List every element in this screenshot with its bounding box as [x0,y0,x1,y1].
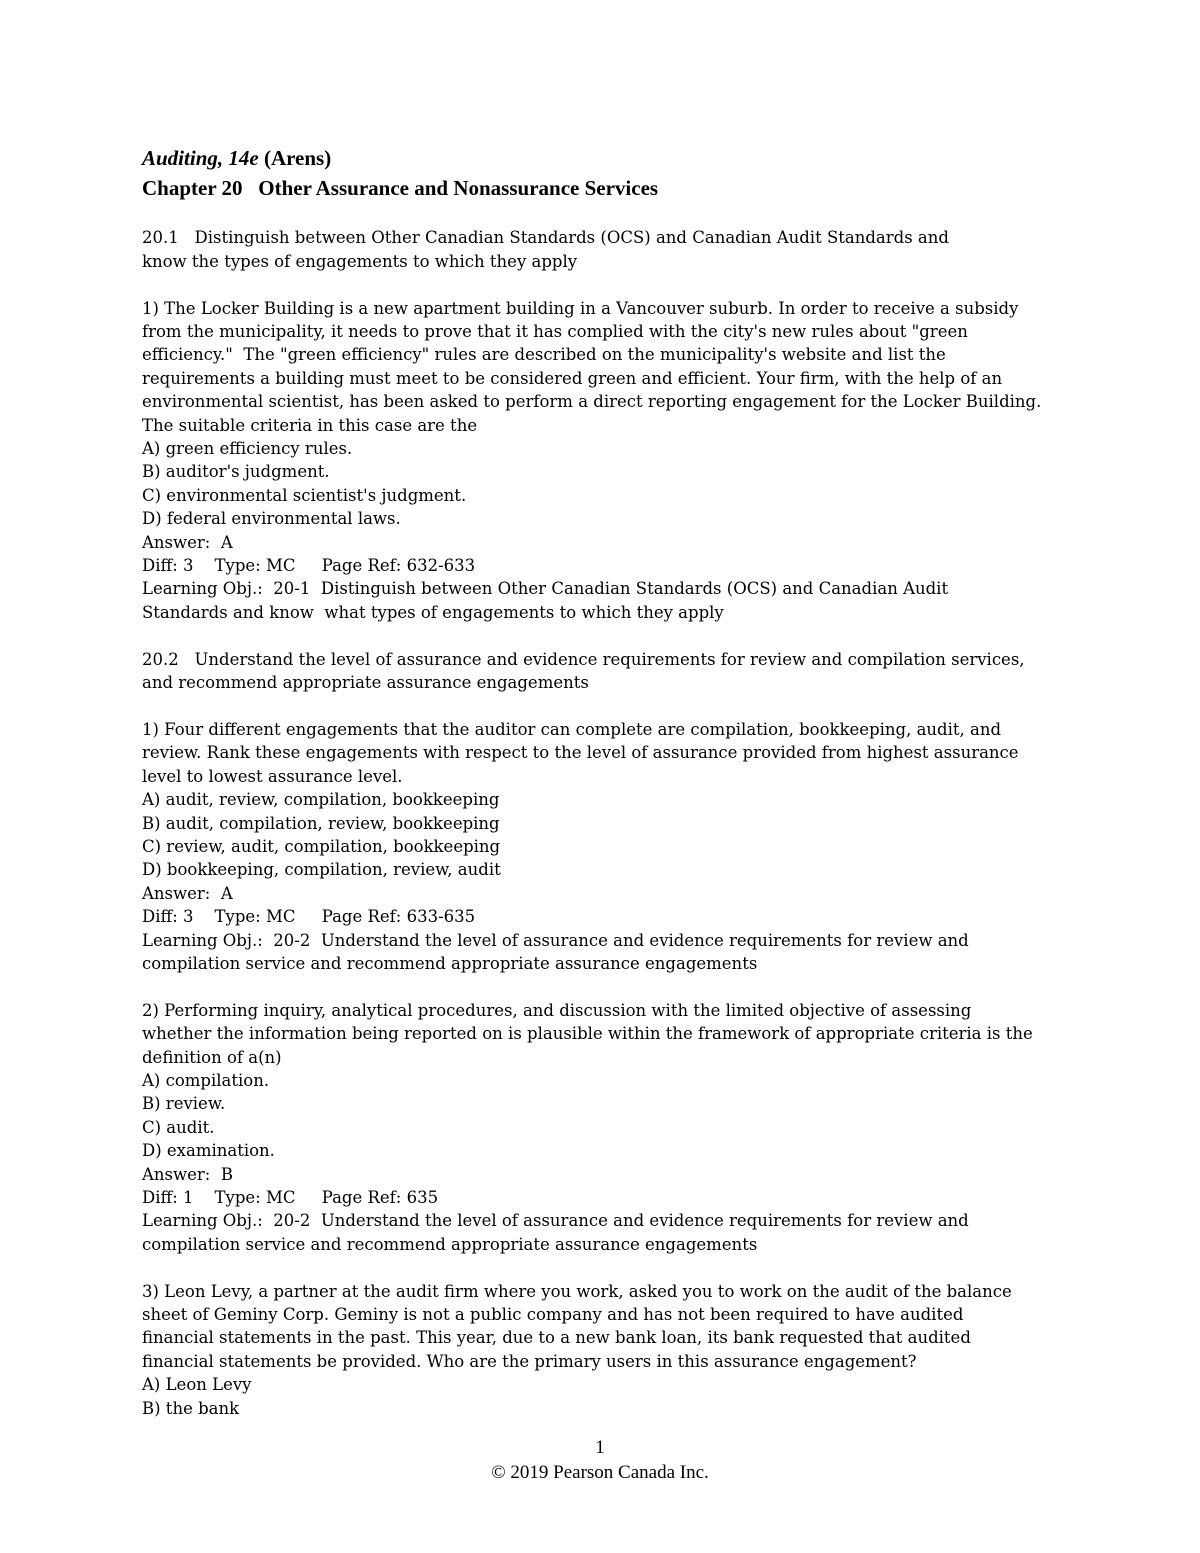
question-stem-line: 3) Leon Levy, a partner at the audit firm where you work, asked you to work on the audit of the balance [142,1281,1012,1301]
chapter-title: Chapter 20 Other Assurance and Nonassurance Services [142,176,659,200]
spacer [142,203,1072,226]
learning-objective-line: Learning Obj.: 20-2 Understand the level of assurance and evidence requirements for review and [142,1211,969,1231]
learning-objective-line: compilation service and recommend appropriate assurance engagements [142,1234,758,1254]
answer-option: D) bookkeeping, compilation, review, audit [142,860,501,880]
question-metadata: Diff: 3 Type: MC Page Ref: 632-633 [142,556,476,576]
spacer [142,1256,1072,1279]
page-number: 1 [595,1437,605,1458]
answer-option: C) audit. [142,1117,215,1137]
objective-section [142,226,1072,647]
question-block [142,1280,1072,1420]
answer-option: B) auditor's judgment. [142,462,330,482]
answer-option: C) review, audit, compilation, bookkeeping [142,836,501,856]
page-content [142,143,1072,1420]
book-author: (Arens) [263,146,332,170]
question-metadata: Diff: 3 Type: MC Page Ref: 633-635 [142,907,476,927]
answer-option: B) the bank [142,1398,240,1418]
learning-objective-line: Standards and know what types of engagements to which they apply [142,602,724,622]
question-stem-line: efficiency." The "green efficiency" rules are described on the municipality's website and list the [142,345,946,365]
question-stem-line: requirements a building must meet to be considered green and efficient. Your firm, with the help of an [142,368,1003,388]
question-metadata: Diff: 1 Type: MC Page Ref: 635 [142,1187,439,1207]
answer-key: Answer: B [142,1164,233,1184]
question-stem-line: sheet of Geminy Corp. Geminy is not a public company and has not been required to have audited [142,1305,964,1324]
answer-option: D) examination. [142,1141,275,1161]
book-title: Auditing, 14e [142,146,259,170]
answer-option: B) review. [142,1094,226,1114]
learning-objective-line: Learning Obj.: 20-2 Understand the level of assurance and evidence requirements for review and [142,930,969,950]
question-block [142,999,1072,1280]
question-stem-line: review. Rank these engagements with respect to the level of assurance provided from highest assurance [142,743,1019,763]
spacer [142,694,1072,717]
answer-option: B) audit, compilation, review, bookkeeping [142,813,500,833]
question-stem-line: environmental scientist, has been asked to perform a direct reporting engagement for the Locker Building. [142,392,1042,412]
question-stem-line: from the municipality, it needs to prove that it has complied with the city's new rules about "green [142,322,968,341]
spacer [142,975,1072,998]
section-heading-line: 20.2 Understand the level of assurance and evidence requirements for review and compilation services, [142,649,1025,669]
answer-option: D) federal environmental laws. [142,509,401,529]
question-stem-line: whether the information being reported on is plausible within the framework of appropriate criteria is the [142,1024,1033,1044]
section-heading-line: 20.1 Distinguish between Other Canadian Standards (OCS) and Canadian Audit Standards and [142,228,949,248]
question-stem-line: The suitable criteria in this case are the [142,415,478,435]
sections-container [142,226,1072,1420]
question-stem-line: 1) The Locker Building is a new apartment building in a Vancouver suburb. In order to receive a subsidy [142,298,1019,318]
answer-key: Answer: A [142,532,233,552]
question-block [142,297,1072,648]
answer-option: C) environmental scientist's judgment. [142,485,467,505]
answer-option: A) audit, review, compilation, bookkeeping [142,790,500,810]
section-heading-line: and recommend appropriate assurance engagements [142,673,589,693]
book-title-line [142,143,1072,173]
objective-section [142,648,1072,1420]
question-stem-line: financial statements in the past. This year, due to a new bank loan, its bank requested that audited [142,1328,971,1348]
answer-key: Answer: A [142,883,233,903]
answer-option: A) Leon Levy [142,1375,252,1395]
question-stem-line: level to lowest assurance level. [142,766,403,786]
question-stem-line: 1) Four different engagements that the auditor can complete are compilation, bookkeeping, audit, and [142,719,1002,739]
section-heading-line: know the types of engagements to which they apply [142,251,578,271]
spacer [142,624,1072,647]
question-stem-line: definition of a(n) [142,1047,282,1067]
question-stem-line: financial statements be provided. Who are the primary users in this assurance engagement? [142,1351,917,1371]
copyright-notice: © 2019 Pearson Canada Inc. [491,1462,709,1483]
question-stem-line: 2) Performing inquiry, analytical procedures, and discussion with the limited objective of assessing [142,1000,972,1020]
spacer [142,273,1072,296]
answer-option: A) compilation. [142,1070,270,1090]
answer-option: A) green efficiency rules. [142,439,353,459]
learning-objective-line: compilation service and recommend appropriate assurance engagements [142,953,758,973]
learning-objective-line: Learning Obj.: 20-1 Distinguish between Other Canadian Standards (OCS) and Canadian Audit [142,579,949,599]
question-block [142,718,1072,999]
